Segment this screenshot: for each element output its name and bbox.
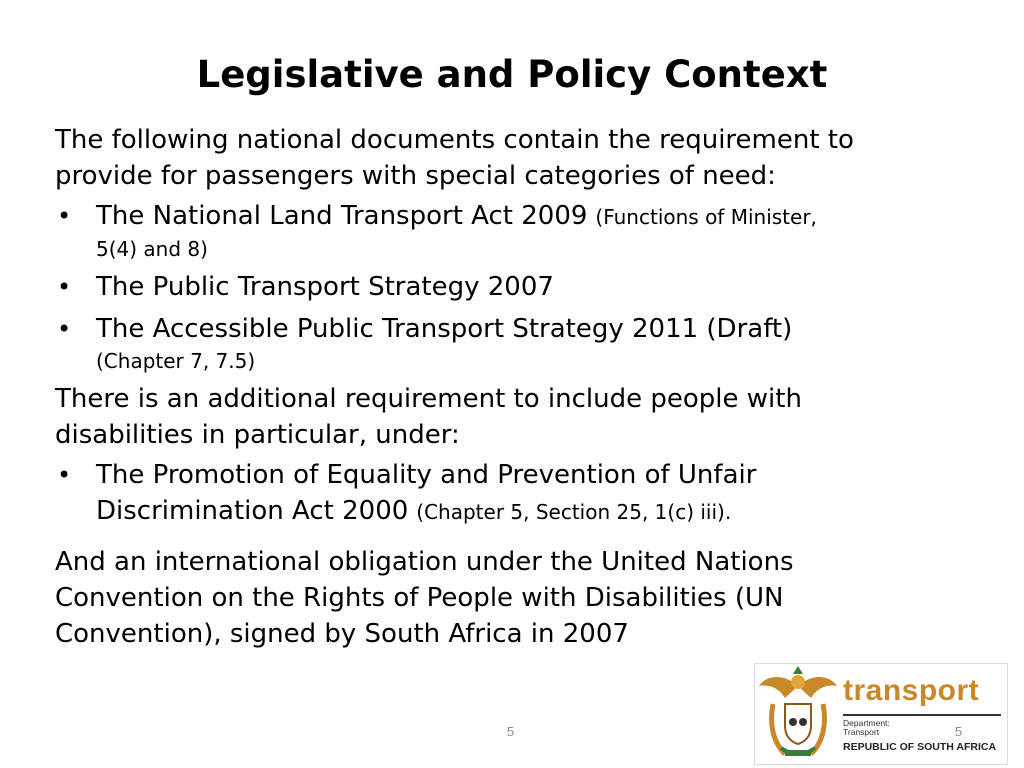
additional-line-2: disabilities in particular, under: — [55, 420, 460, 450]
slide-title: Legislative and Policy Context — [196, 53, 828, 96]
bullet-item — [55, 311, 955, 375]
transport-logo — [754, 663, 1008, 765]
international-line-3: Convention), signed by South Africa in 2007 — [55, 619, 629, 649]
bullet-note: (Chapter 7, 7.5) — [96, 349, 256, 373]
bullet-item — [55, 198, 955, 263]
bullet-note-line-2: 5(4) and 8) — [96, 237, 208, 261]
logo-department — [843, 719, 890, 737]
slide-body — [55, 122, 955, 656]
logo-country: REPUBLIC OF SOUTH AFRICA — [843, 741, 997, 753]
additional-line-1: There is an additional requirement to include people with — [55, 384, 802, 414]
bullet-icon: • — [57, 202, 72, 230]
bullet-text: The Public Transport Strategy 2007 — [96, 272, 554, 302]
bullet-note: (Functions of Minister, — [595, 205, 817, 229]
bullet-text: The National Land Transport Act 2009 — [96, 201, 588, 231]
intro-line-2: provide for passengers with special categories of need: — [55, 161, 776, 191]
international-line-2: Convention on the Rights of People with Disabilities (UN — [55, 583, 784, 613]
bullet-icon: • — [57, 315, 72, 343]
logo-department-line-2: Transport — [843, 727, 880, 737]
bullet-note: (Chapter 5, Section 25, 1(c) iii). — [416, 500, 732, 524]
coat-of-arms-icon — [755, 664, 841, 764]
bullet-icon: • — [57, 461, 72, 489]
logo-page-number: 5 — [955, 724, 963, 739]
international-paragraph — [55, 544, 955, 652]
logo-department-line-1: Department: — [843, 718, 890, 728]
intro-line-1: The following national documents contain the requirement to — [55, 125, 854, 155]
international-line-1: And an international obligation under the United Nations — [55, 547, 794, 577]
bullet-item — [55, 269, 955, 305]
bullet-text-line-2: Discrimination Act 2000 — [96, 496, 409, 526]
logo-divider — [843, 714, 1001, 716]
bullet-item — [55, 457, 955, 530]
bullet-icon: • — [57, 273, 72, 301]
bullet-text: The Promotion of Equality and Prevention of Unfair — [96, 460, 757, 490]
logo-wordmark: transport — [843, 674, 980, 707]
additional-paragraph — [55, 381, 955, 453]
intro-paragraph — [55, 122, 955, 194]
bullet-text: The Accessible Public Transport Strategy 2011 (Draft) — [96, 314, 793, 344]
page-number: 5 — [507, 724, 515, 739]
